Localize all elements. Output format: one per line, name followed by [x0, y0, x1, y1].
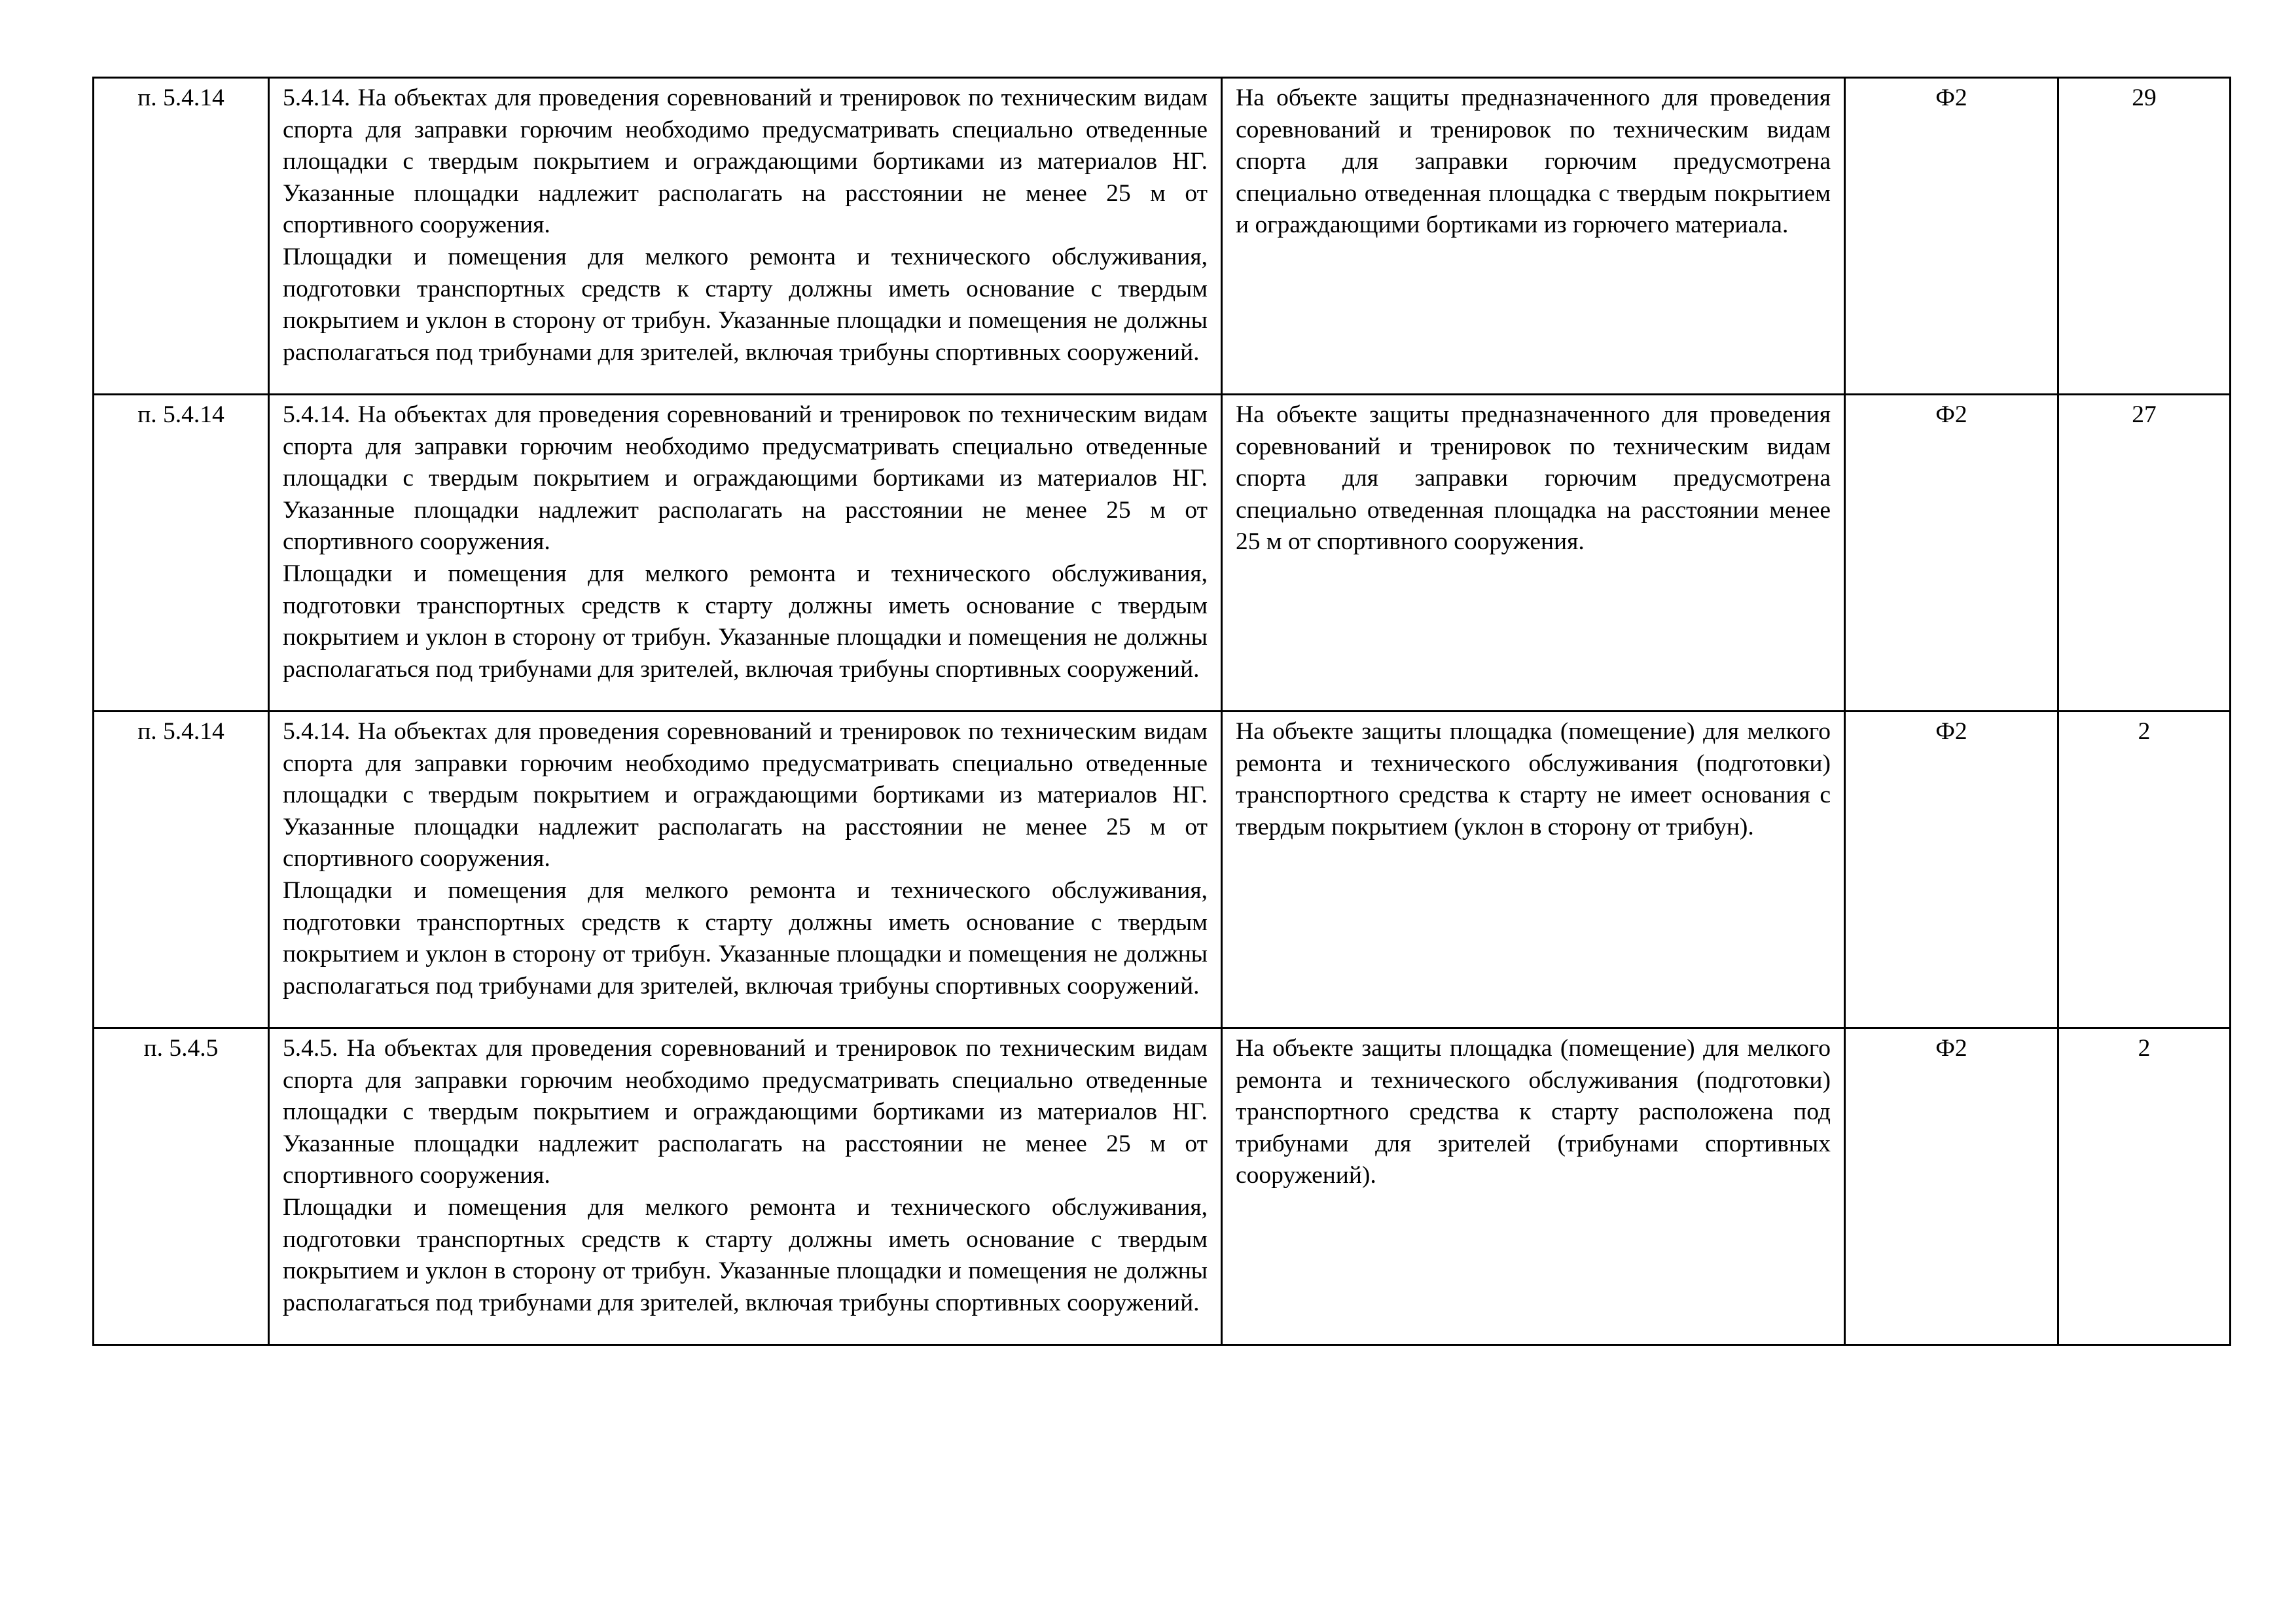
hazard-class-cell: Ф2 [1845, 78, 2058, 395]
requirement-text-cell [269, 395, 1222, 712]
table-row [94, 1028, 2231, 1345]
requirement-paragraph: 5.4.14. На объектах для проведения соревнований и тренировок по техническим видам спорта для заправки горючим необходимо предусматривать специально отведенные площадки с твердым покрытием и ограждающими бортиками из материалов НГ. Указанные площадки надлежит располагать на расстоянии не менее 25 м от спортивного сооружения. [283, 84, 1208, 239]
violation-description-cell: На объекте защиты площадка (помещение) для мелкого ремонта и технического обслуживания (подготовки) транспортного средства к старту не имеет основания с твердым покрытием (уклон в сторону от трибун). [1222, 712, 1845, 1028]
requirement-text-cell [269, 712, 1222, 1028]
count-cell: 2 [2058, 712, 2231, 1028]
count-cell: 27 [2058, 395, 2231, 712]
clause-reference-cell: п. 5.4.14 [94, 395, 269, 712]
requirement-paragraph: Площадки и помещения для мелкого ремонта и технического обслуживания, подготовки транспортных средств к старту должны иметь основание с твердым покрытием и уклон в сторону от трибун. Указанные площадки и помещения не должны располагаться под трибунами для зрителей, включая трибуны спортивных сооружений. [283, 243, 1208, 366]
violation-description-cell: На объекте защиты предназначенного для проведения соревнований и тренировок по техническим видам спорта для заправки горючим предусмотрена специально отведенная площадка на расстоянии менее 25 м от спортивного сооружения. [1222, 395, 1845, 712]
requirement-text-cell [269, 1028, 1222, 1345]
violation-description-cell: На объекте защиты площадка (помещение) для мелкого ремонта и технического обслуживания (подготовки) транспортного средства к старту расположена под трибунами для зрителей (трибунами спортивных сооружений). [1222, 1028, 1845, 1345]
clause-reference-cell: п. 5.4.5 [94, 1028, 269, 1345]
requirement-paragraph: 5.4.14. На объектах для проведения соревнований и тренировок по техническим видам спорта для заправки горючим необходимо предусматривать специально отведенные площадки с твердым покрытием и ограждающими бортиками из материалов НГ. Указанные площадки надлежит располагать на расстоянии не менее 25 м от спортивного сооружения. [283, 718, 1208, 873]
violation-description-cell: На объекте защиты предназначенного для проведения соревнований и тренировок по техническим видам спорта для заправки горючим предусмотрена специально отведенная площадка с твердым покрытием и ограждающими бортиками из горючего материала. [1222, 78, 1845, 395]
hazard-class-cell: Ф2 [1845, 395, 2058, 712]
table-row [94, 712, 2231, 1028]
requirement-paragraph: 5.4.14. На объектах для проведения соревнований и тренировок по техническим видам спорта для заправки горючим необходимо предусматривать специально отведенные площадки с твердым покрытием и ограждающими бортиками из материалов НГ. Указанные площадки надлежит располагать на расстоянии не менее 25 м от спортивного сооружения. [283, 401, 1208, 556]
requirement-text-cell [269, 78, 1222, 395]
requirement-paragraph: 5.4.5. На объектах для проведения соревнований и тренировок по техническим видам спорта для заправки горючим необходимо предусматривать специально отведенные площадки с твердым покрытием и ограждающими бортиками из материалов НГ. Указанные площадки надлежит располагать на расстоянии не менее 25 м от спортивного сооружения. [283, 1035, 1208, 1189]
table-row [94, 395, 2231, 712]
requirement-paragraph: Площадки и помещения для мелкого ремонта и технического обслуживания, подготовки транспортных средств к старту должны иметь основание с твердым покрытием и уклон в сторону от трибун. Указанные площадки и помещения не должны располагаться под трибунами для зрителей, включая трибуны спортивных сооружений. [283, 560, 1208, 683]
count-cell: 29 [2058, 78, 2231, 395]
clause-reference-cell: п. 5.4.14 [94, 712, 269, 1028]
requirement-paragraph: Площадки и помещения для мелкого ремонта и технического обслуживания, подготовки транспортных средств к старту должны иметь основание с твердым покрытием и уклон в сторону от трибун. Указанные площадки и помещения не должны располагаться под трибунами для зрителей, включая трибуны спортивных сооружений. [283, 876, 1208, 1000]
count-cell: 2 [2058, 1028, 2231, 1345]
clause-reference-cell: п. 5.4.14 [94, 78, 269, 395]
requirement-paragraph: Площадки и помещения для мелкого ремонта и технического обслуживания, подготовки транспортных средств к старту должны иметь основание с твердым покрытием и уклон в сторону от трибун. Указанные площадки и помещения не должны располагаться под трибунами для зрителей, включая трибуны спортивных сооружений. [283, 1193, 1208, 1316]
table-row [94, 78, 2231, 395]
hazard-class-cell: Ф2 [1845, 712, 2058, 1028]
requirements-table [92, 77, 2231, 1346]
hazard-class-cell: Ф2 [1845, 1028, 2058, 1345]
